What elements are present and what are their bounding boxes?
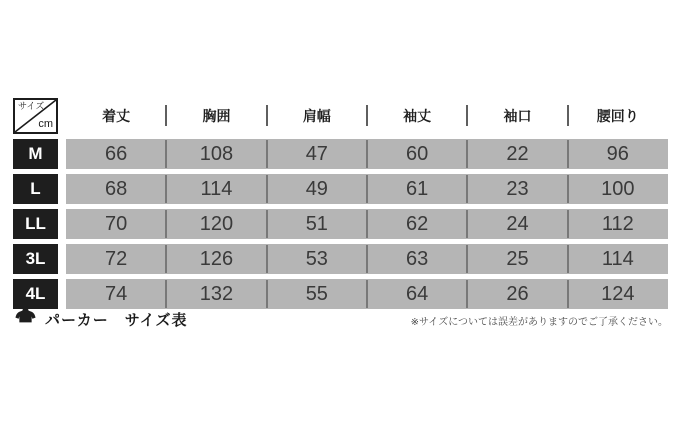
- size-disclaimer-note: ※サイズについては誤差がありますのでご了承ください。: [410, 317, 668, 328]
- cell-value: 47: [267, 139, 367, 169]
- cell-value: 100: [568, 174, 668, 204]
- cell-value: 64: [367, 279, 467, 309]
- cell-value: 124: [568, 279, 668, 309]
- header-columns: [66, 98, 668, 134]
- hoodie-icon: [13, 306, 38, 332]
- cell-value: 114: [568, 244, 668, 274]
- cell-value: 25: [467, 244, 567, 274]
- caption-label: パーカー サイズ表: [45, 311, 188, 329]
- cell-value: 132: [166, 279, 266, 309]
- cell-value: 60: [367, 139, 467, 169]
- table-caption: [13, 306, 188, 332]
- table-row: [13, 209, 668, 239]
- column-header-body-length: 着丈: [102, 108, 131, 124]
- cell-value: 53: [267, 244, 367, 274]
- row-label-3l: 3L: [13, 244, 58, 274]
- cell-value: 22: [467, 139, 567, 169]
- cell-value: 55: [267, 279, 367, 309]
- table-row: [13, 139, 668, 169]
- row-values: [66, 279, 668, 309]
- cell-value: 24: [467, 209, 567, 239]
- cell-value: 68: [105, 177, 128, 200]
- cell-value: 126: [166, 244, 266, 274]
- cell-value: 49: [267, 174, 367, 204]
- column-header-waist: 腰回り: [568, 98, 668, 134]
- cell-value: 63: [367, 244, 467, 274]
- column-header-cuff: 袖口: [467, 98, 567, 134]
- size-table-header: [13, 98, 668, 134]
- table-row: [13, 244, 668, 274]
- table-row: [13, 174, 668, 204]
- size-table: [13, 98, 668, 309]
- cell-value: 96: [568, 139, 668, 169]
- row-values: [66, 209, 668, 239]
- cell-value: 72: [105, 247, 128, 270]
- corner-size-label: サイズ: [18, 101, 45, 111]
- cell-value: 114: [166, 174, 266, 204]
- cell-value: 26: [467, 279, 567, 309]
- cell-value: 112: [568, 209, 668, 239]
- corner-unit-label: cm: [38, 118, 53, 130]
- row-label-l: L: [13, 174, 58, 204]
- column-header-shoulder: 肩幅: [267, 98, 367, 134]
- cell-value: 70: [105, 212, 128, 235]
- cell-value: 61: [367, 174, 467, 204]
- row-label-m: M: [13, 139, 58, 169]
- column-header-sleeve-length: 袖丈: [367, 98, 467, 134]
- table-row: [13, 279, 668, 309]
- cell-value: 66: [105, 142, 128, 165]
- cell-value: 23: [467, 174, 567, 204]
- row-values: [66, 139, 668, 169]
- cell-value: 108: [166, 139, 266, 169]
- cell-value: 62: [367, 209, 467, 239]
- column-header-chest: 胸囲: [166, 98, 266, 134]
- row-values: [66, 174, 668, 204]
- corner-cell: [13, 98, 58, 134]
- row-label-4l: 4L: [13, 279, 58, 309]
- cell-value: 120: [166, 209, 266, 239]
- row-values: [66, 244, 668, 274]
- row-label-ll: LL: [13, 209, 58, 239]
- cell-value: 74: [105, 282, 128, 305]
- cell-value: 51: [267, 209, 367, 239]
